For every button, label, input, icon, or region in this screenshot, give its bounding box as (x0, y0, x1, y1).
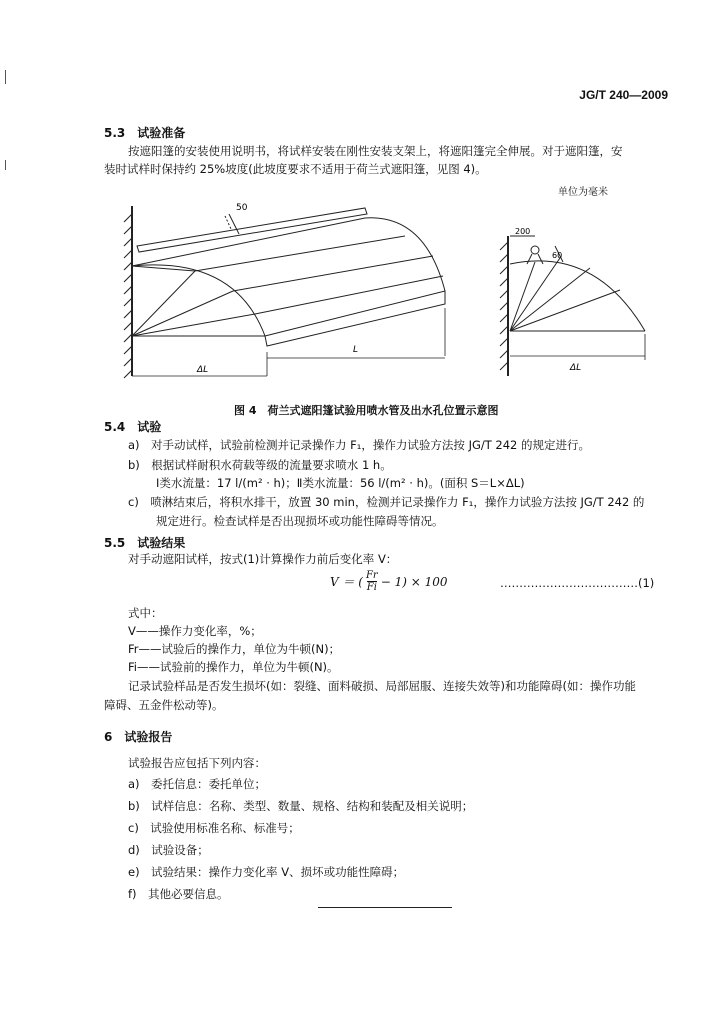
dim-label-L: L (353, 345, 359, 355)
s54-item-b: b) 根据试样耐积水荷载等级的流量要求喷水 1 h。 (128, 458, 392, 472)
s54-item-a: a) 对手动试样，试验前检测并记录操作力 F₁，操作力试验方法按 JG/T 242 的规定进行。 (128, 438, 591, 452)
s55-intro: 对手动遮阳试样，按式(1)计算操作力前后变化率 V： (128, 552, 398, 566)
where-label: 式中： (128, 606, 163, 620)
record-line1: 记录试验样品是否发生损坏(如：裂缝、面料破损、局部屈服、连接失效等)和功能障碍(如：操作功能 (128, 679, 636, 693)
s6-intro: 试验报告应包括下列内容： (128, 756, 266, 770)
awning-test-diagram (115, 196, 670, 386)
v-definition: V——操作力变化率，%； (128, 624, 262, 638)
formula-lhs: V ＝ ( (330, 575, 363, 589)
formula-1 (330, 570, 447, 593)
dim-label-60: 60 (552, 251, 563, 260)
s6-item: c) 试验使用标准名称、标准号； (128, 821, 300, 835)
s6-item: f) 其他必要信息。 (128, 887, 229, 901)
awning-body (132, 218, 445, 346)
scan-edge-mark (5, 70, 6, 84)
s54-item-c-line2: 规定进行。检查试样是否出现损坏或功能性障碍等情况。 (156, 514, 444, 528)
dim-label-200: 200 (515, 227, 531, 236)
formula-rhs: − 1) × 100 (380, 574, 448, 589)
s53-paragraph-line2: 装时试样时保持约 25%坡度(此坡度要求不适用于荷兰式遮阳篷，见图 4)。 (104, 162, 487, 176)
dim-label-50: 50 (236, 203, 248, 213)
record-line2: 障碍、五金件松动等)。 (104, 698, 224, 712)
formula-denominator: Fi (366, 582, 377, 593)
right-wall (500, 236, 508, 376)
s6-item: d) 试验设备； (128, 843, 209, 857)
unit-note: 单位为毫米 (558, 187, 608, 198)
section-5-5-heading: 5.5 试验结果 (104, 536, 186, 550)
formula-fraction (366, 570, 378, 593)
dim-label-dL: ΔL (197, 365, 209, 375)
s6-item: e) 试验结果：操作力变化率 V、损坏或功能性障碍； (128, 865, 405, 879)
dim-label-dL-right: ΔL (570, 363, 582, 373)
s54-item-b-flow: Ⅰ类水流量：17 l/(m² · h)；Ⅱ类水流量：56 l/(m² · h)。(面积 S＝L×ΔL) (156, 476, 525, 490)
formula-numerator: Fr (365, 570, 378, 581)
formula-number: ………………………………(1) (500, 576, 655, 590)
standard-code: JG/T 240—2009 (579, 88, 668, 102)
right-dimension-lines (510, 334, 645, 360)
scan-edge-mark (5, 160, 6, 170)
s6-item: b) 试样信息：名称、类型、数量、规格、结构和装配及相关说明； (128, 799, 474, 813)
s54-item-c-line1: c) 喷淋结束后，将积水排干，放置 30 min，检测并记录操作力 F₁，操作力试验方法按 JG/T 242 的 (128, 495, 645, 509)
dimension-lines (132, 308, 445, 376)
s6-item: a) 委托信息：委托单位； (128, 777, 267, 791)
spray-pipe (137, 208, 367, 252)
section-6-heading: 6 试验报告 (104, 730, 173, 744)
section-5-4-heading: 5.4 试验 (104, 420, 162, 434)
left-wall (124, 206, 132, 378)
section-5-3-heading: 5.3 试验准备 (104, 126, 186, 140)
s53-paragraph-line1: 按遮阳篷的安装使用说明书，将试样安装在刚性安装支架上，将遮阳篷完全伸展。对于遮阳篷，安 (128, 144, 623, 158)
fr-definition: Fr——试验后的操作力，单位为牛顿(N)； (128, 642, 341, 656)
awning-side-view (510, 236, 645, 331)
end-rule (318, 907, 452, 908)
fi-definition: Fi——试验前的操作力，单位为牛顿(N)。 (128, 660, 339, 674)
figure-caption: 图 4 荷兰式遮阳篷试验用喷水管及出水孔位置示意图 (234, 404, 499, 417)
